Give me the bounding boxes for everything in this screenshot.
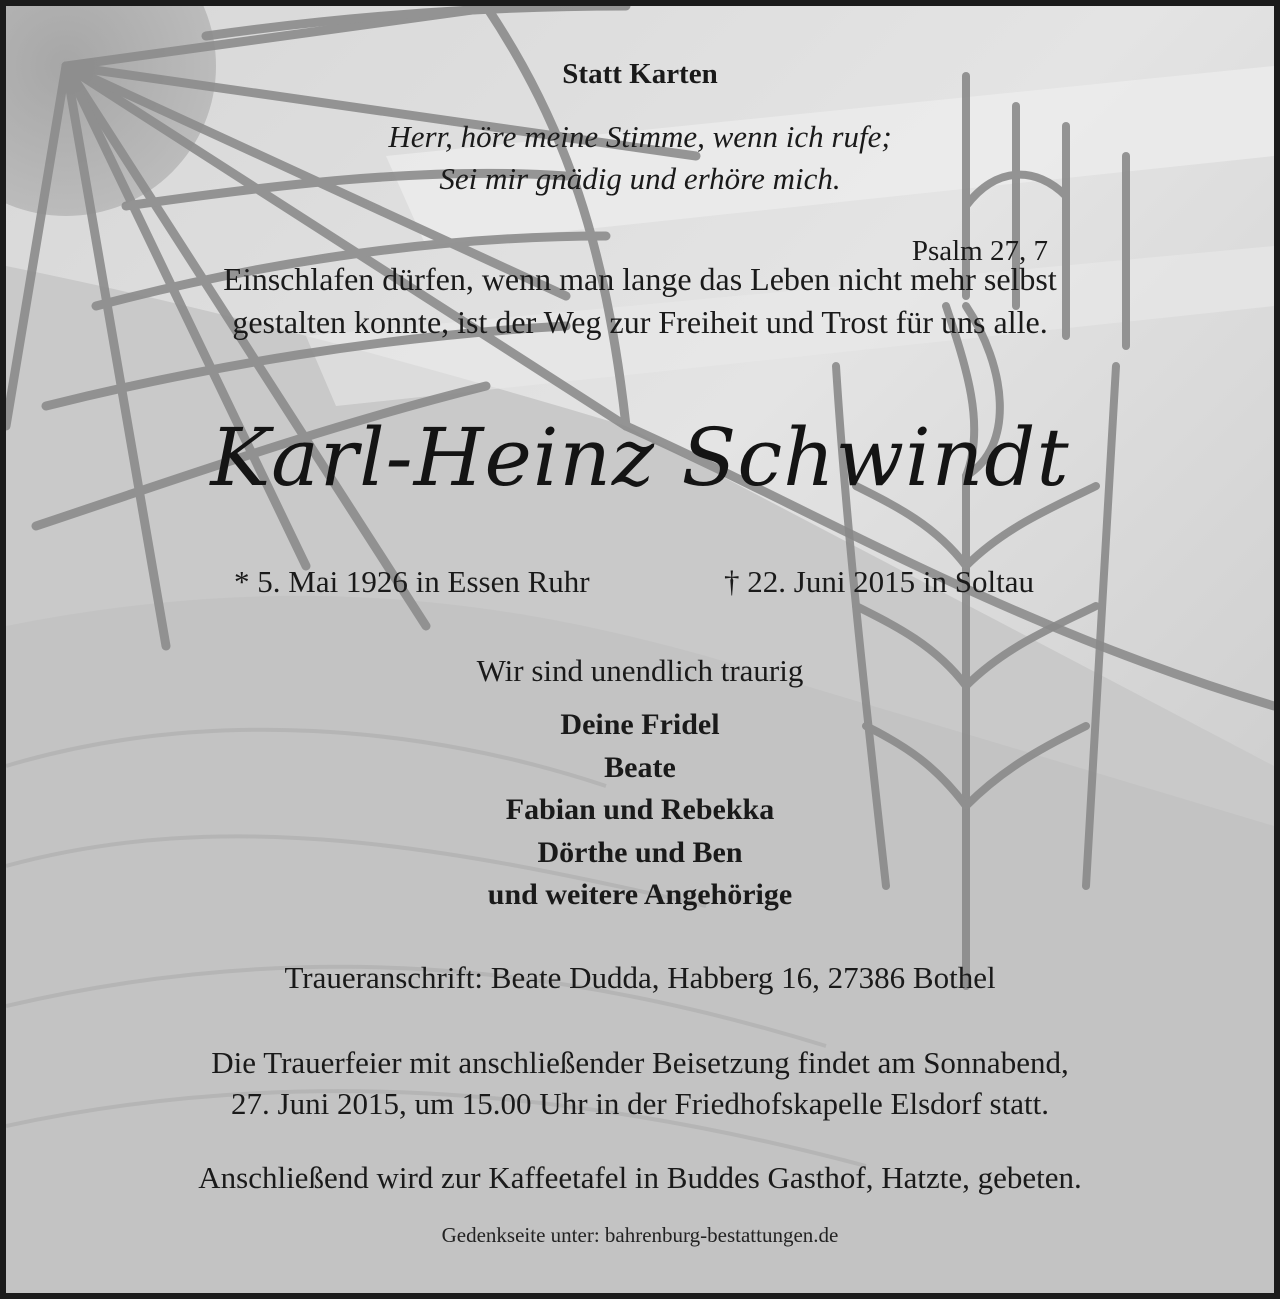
birth-date: * 5. Mai 1926 in Essen Ruhr (234, 564, 590, 599)
ceremony-line-1: Die Trauerfeier mit anschließender Beisetzung findet am Sonnabend, (211, 1045, 1069, 1080)
family-member: und weitere Angehörige (487, 878, 793, 911)
verse-reference: Psalm 27, 7 (911, 235, 1048, 267)
reception-line: Anschließend wird zur Kaffeetafel in Buddes Gasthof, Hatzte, gebeten. (198, 1160, 1082, 1195)
mourning-line: Wir sind unendlich traurig (476, 653, 804, 688)
family-member: Deine Fridel (560, 708, 720, 741)
family-member: Beate (604, 751, 676, 784)
verse-line-1: Herr, höre meine Stimme, wenn ich rufe; (388, 119, 892, 154)
family-member: Fabian und Rebekka (505, 793, 775, 826)
deceased-name: Karl-Heinz Schwindt (210, 411, 1070, 504)
ceremony-line-2: 27. Juni 2015, um 15.00 Uhr in der Friedhofskapelle Elsdorf statt. (231, 1086, 1049, 1121)
mourning-address: Traueranschrift: Beate Dudda, Habberg 16, 27386 Bothel (284, 960, 996, 995)
family-member: Dörthe und Ben (537, 836, 743, 869)
notice-text (6, 6, 1274, 1293)
memorial-page-footer: Gedenkseite unter: bahrenburg-bestattungen.de (441, 1223, 839, 1247)
reflection-line-2: gestalten konnte, ist der Weg zur Freiheit und Trost für uns alle. (232, 304, 1048, 340)
reflection-line-1: Einschlafen dürfen, wenn man lange das Leben nicht mehr selbst (223, 261, 1057, 297)
death-date: † 22. Juni 2015 in Soltau (724, 564, 1035, 599)
notice-heading: Statt Karten (562, 58, 718, 90)
verse-line-2: Sei mir gnädig und erhöre mich. (439, 161, 841, 196)
